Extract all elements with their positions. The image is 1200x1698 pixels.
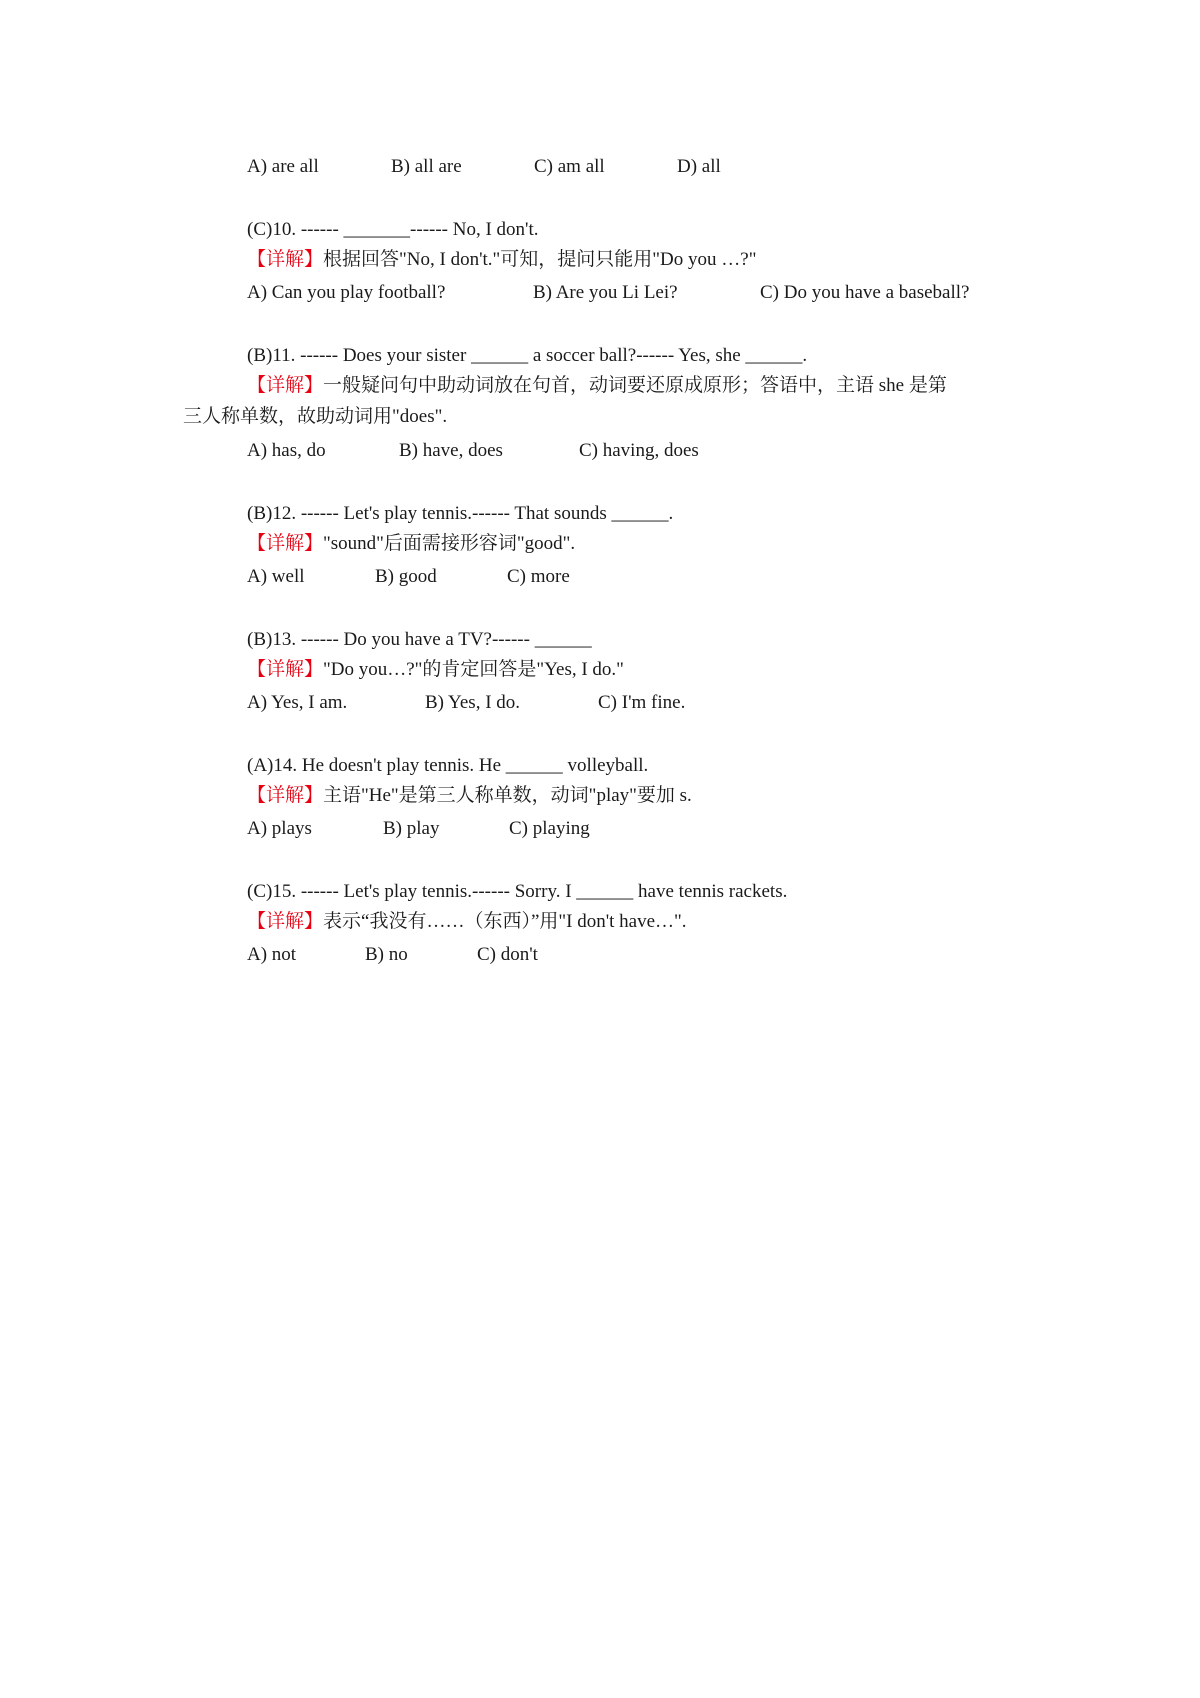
option-c: C) am all xyxy=(534,156,605,177)
option-c: C) having, does xyxy=(579,440,699,461)
option-c: C) playing xyxy=(509,818,590,839)
option-c: C) don't xyxy=(477,944,538,965)
explanation-text: "sound"后面需接形容词"good". xyxy=(323,533,576,554)
option-c: C) more xyxy=(507,566,570,587)
explanation-text: 根据回答"No, I don't."可知，提问只能用"Do you …?" xyxy=(323,249,757,270)
explanation-tag: 【详解】 xyxy=(247,375,324,396)
question-text: (B)12. ------ Let's play tennis.------ That sounds ______. xyxy=(247,503,674,524)
option-b: B) have, does xyxy=(399,440,503,461)
explanation-tag: 【详解】 xyxy=(247,659,324,680)
explanation-tag: 【详解】 xyxy=(247,249,324,270)
option-a: A) Can you play football? xyxy=(247,282,446,303)
explanation xyxy=(247,658,624,682)
option-b: B) Yes, I do. xyxy=(425,692,521,713)
explanation-text: "Do you…?"的肯定回答是"Yes, I do." xyxy=(323,659,624,680)
explanation-tag: 【详解】 xyxy=(247,911,324,932)
explanation-continued: 三人称单数，故助动词用"does". xyxy=(183,406,448,427)
option-a: A) plays xyxy=(247,818,312,839)
explanation-text: 表示“我没有……（东西）”用"I don't have…". xyxy=(323,911,687,932)
option-a: A) not xyxy=(247,944,297,965)
option-b: B) all are xyxy=(391,156,462,177)
option-a: A) Yes, I am. xyxy=(247,692,348,713)
question-text: (A)14. He doesn't play tennis. He ______ volleyball. xyxy=(247,755,649,776)
question-text: (B)13. ------ Do you have a TV?------ ______ xyxy=(247,629,592,650)
option-a: A) are all xyxy=(247,156,319,177)
question-text: (C)10. ------ _______------ No, I don't. xyxy=(247,219,539,240)
option-b: B) play xyxy=(383,818,440,839)
question-text: (B)11. ------ Does your sister ______ a soccer ball?------ Yes, she ______. xyxy=(247,345,808,366)
explanation xyxy=(247,910,687,934)
explanation-tag: 【详解】 xyxy=(247,533,324,554)
option-b: B) no xyxy=(365,944,408,965)
option-a: A) well xyxy=(247,566,305,587)
explanation-text: 主语"He"是第三人称单数，动词"play"要加 s. xyxy=(323,785,692,806)
explanation xyxy=(247,532,575,556)
explanation xyxy=(247,248,756,272)
option-a: A) has, do xyxy=(247,440,326,461)
explanation xyxy=(247,374,947,398)
option-d: D) all xyxy=(677,156,721,177)
explanation-text: 一般疑问句中助动词放在句首，动词要还原成原形；答语中，主语 she 是第 xyxy=(323,375,947,396)
option-b: B) Are you Li Lei? xyxy=(533,282,678,303)
option-c: C) Do you have a baseball? xyxy=(760,282,970,303)
explanation-tag: 【详解】 xyxy=(247,785,324,806)
option-c: C) I'm fine. xyxy=(598,692,686,713)
explanation xyxy=(247,784,692,808)
question-text: (C)15. ------ Let's play tennis.------ Sorry. I ______ have tennis rackets. xyxy=(247,881,788,902)
option-b: B) good xyxy=(375,566,437,587)
